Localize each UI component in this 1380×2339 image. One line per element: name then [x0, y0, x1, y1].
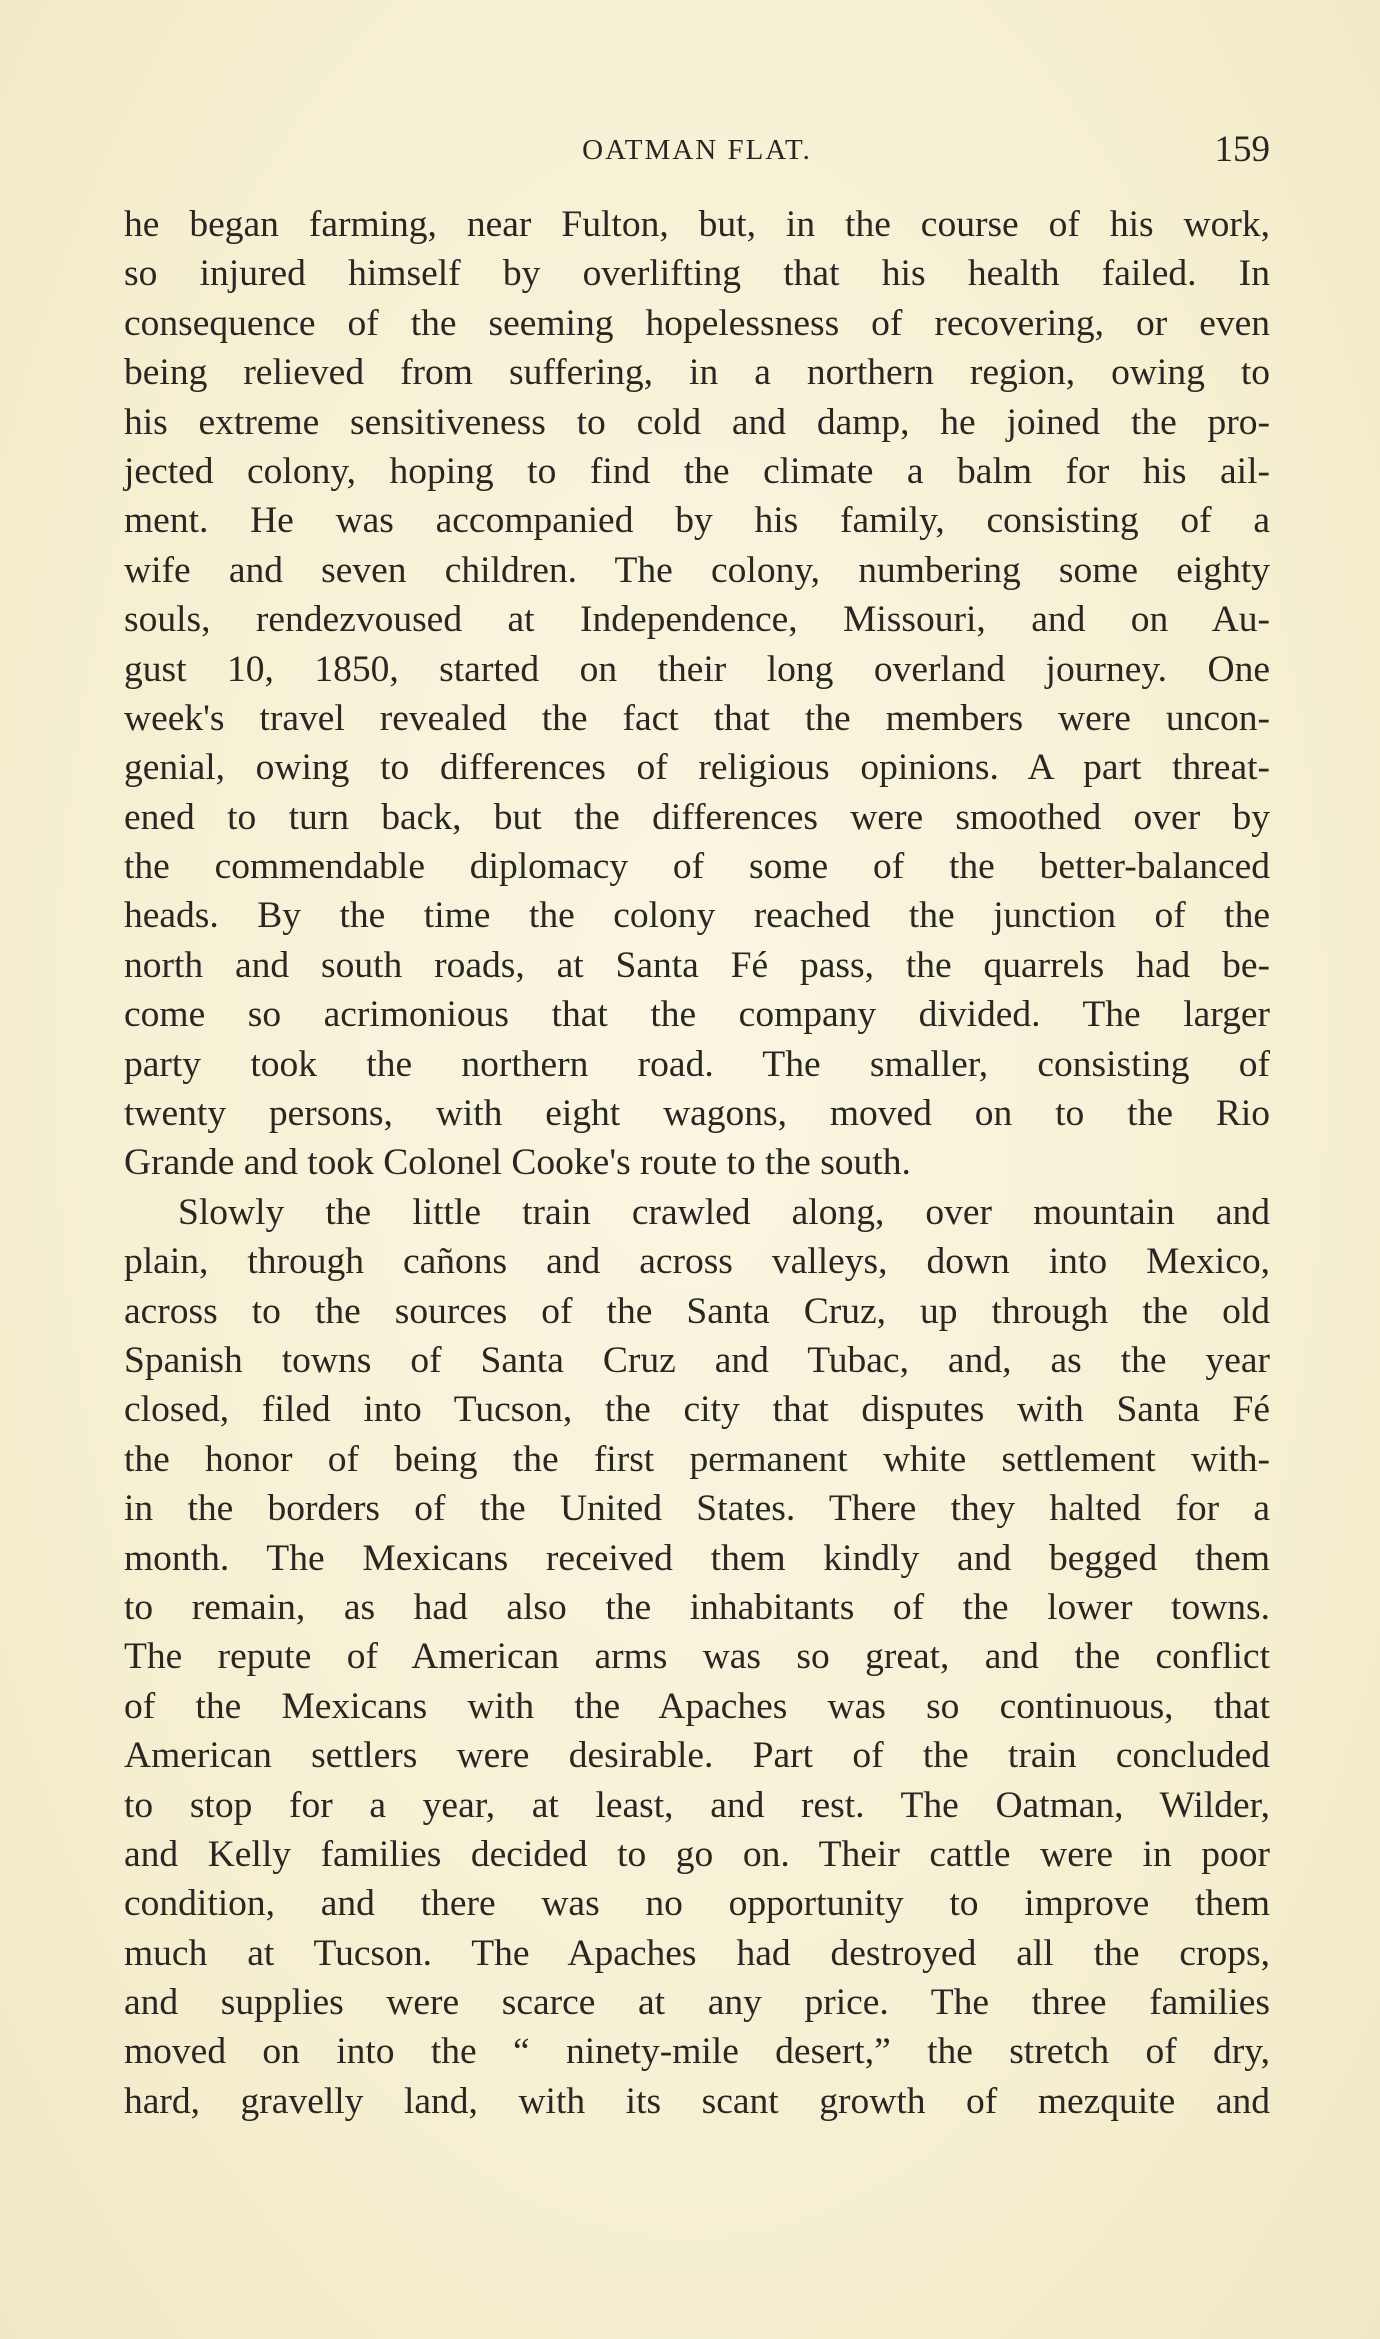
text-line: to stop for a year, at least, and rest. The Oatman, Wilder, — [124, 1784, 1270, 1826]
text-line: month. The Mexicans received them kindly and begged them — [124, 1537, 1270, 1579]
page-number: 159 — [1214, 129, 1270, 170]
text-line: The repute of American arms was so great, and the conflict — [124, 1636, 1270, 1678]
text-line: his extreme sensitiveness to cold and damp, he joined the pro- — [124, 401, 1270, 443]
text-line: across to the sources of the Santa Cruz, up through the old — [124, 1290, 1270, 1332]
text-line: condition, and there was no opportunity to improve them — [124, 1883, 1270, 1925]
text-line: he began farming, near Fulton, but, in the course of his work, — [124, 204, 1270, 245]
body-text — [124, 200, 1270, 2126]
running-title: OATMAN FLAT. — [582, 134, 812, 166]
text-line: Grande and took Colonel Cooke's route to the south. — [124, 1142, 911, 1184]
text-line: heads. By the time the colony reached the junction of the — [124, 895, 1270, 937]
text-line: twenty persons, with eight wagons, moved on to the Rio — [124, 1093, 1270, 1135]
text-line: party took the northern road. The smaller, consisting of — [124, 1043, 1270, 1085]
text-line: in the borders of the United States. There they halted for a — [124, 1488, 1270, 1530]
text-line: the honor of being the first permanent white settlement with- — [124, 1438, 1270, 1480]
text-line: of the Mexicans with the Apaches was so continuous, that — [124, 1685, 1270, 1727]
text-line: Slowly the little train crawled along, over mountain and — [178, 1191, 1270, 1233]
text-line: wife and seven children. The colony, numbering some eighty — [124, 549, 1270, 591]
text-line: come so acrimonious that the company divided. The larger — [124, 994, 1270, 1036]
text-line: plain, through cañons and across valleys, down into Mexico, — [124, 1241, 1270, 1283]
text-line: and supplies were scarce at any price. The three families — [124, 1982, 1270, 2024]
text-line: Spanish towns of Santa Cruz and Tubac, and, as the year — [124, 1339, 1270, 1381]
text-line: much at Tucson. The Apaches had destroyed all the crops, — [124, 1932, 1270, 1974]
paragraph — [124, 1188, 1270, 2126]
text-line: consequence of the seeming hopelessness of recovering, or even — [124, 302, 1270, 344]
text-line: being relieved from suffering, in a northern region, owing to — [124, 352, 1270, 394]
text-line: north and south roads, at Santa Fé pass, the quarrels had be- — [124, 944, 1270, 986]
text-line: the commendable diplomacy of some of the better-balanced — [124, 846, 1270, 888]
text-line: ment. He was accompanied by his family, consisting of a — [124, 500, 1270, 542]
text-line: genial, owing to differences of religious opinions. A part threat- — [124, 747, 1270, 789]
running-head — [124, 128, 1270, 178]
text-line: American settlers were desirable. Part of the train concluded — [124, 1735, 1270, 1777]
text-line: ened to turn back, but the differences were smoothed over by — [124, 796, 1270, 838]
text-line: moved on into the “ ninety-mile desert,” the stretch of dry, — [124, 2031, 1270, 2073]
text-line: week's travel revealed the fact that the members were uncon- — [124, 697, 1270, 739]
text-line: and Kelly families decided to go on. Their cattle were in poor — [124, 1833, 1270, 1875]
text-line: to remain, as had also the inhabitants of the lower towns. — [124, 1586, 1270, 1628]
text-line: closed, filed into Tucson, the city that disputes with Santa Fé — [124, 1389, 1270, 1431]
paragraph — [124, 200, 1270, 1188]
text-line: so injured himself by overlifting that his health failed. In — [124, 253, 1270, 295]
text-line: gust 10, 1850, started on their long overland journey. One — [124, 648, 1270, 690]
text-line: jected colony, hoping to find the climate a balm for his ail- — [124, 450, 1270, 492]
text-line: hard, gravelly land, with its scant growth of mezquite and — [124, 2080, 1270, 2122]
text-line: souls, rendezvoused at Independence, Missouri, and on Au- — [124, 599, 1270, 641]
